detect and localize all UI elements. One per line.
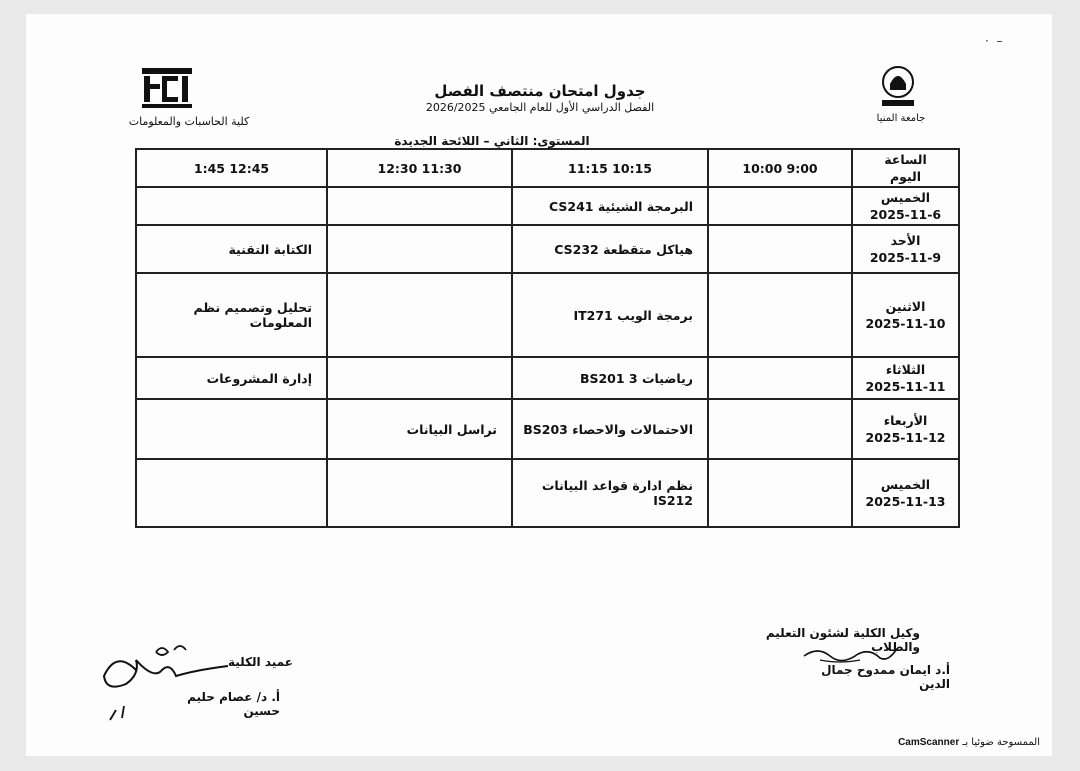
level-label: المستوى: الثاني – اللائحة الجديدة <box>394 134 590 148</box>
day-cell <box>852 459 959 527</box>
exam-schedule-table <box>135 148 960 528</box>
day-cell <box>852 187 959 225</box>
cell <box>708 399 852 459</box>
exam-cell: الاحتمالات والاحصاء BS203 <box>512 399 708 459</box>
day-date: 2025-11-11 <box>865 379 946 394</box>
day-name: الثلاثاء <box>885 362 926 377</box>
cell <box>327 225 512 273</box>
day-cell <box>852 399 959 459</box>
scanner-name: CamScanner <box>898 737 960 748</box>
exam-cell: تحليل وتصميم نظم المعلومات <box>136 273 327 357</box>
exam-cell: نظم ادارة قواعد البيانات IS212 <box>512 459 708 527</box>
table-row <box>136 399 959 459</box>
day-date: 2025-11-6 <box>869 207 942 222</box>
day-name: الاثنين <box>885 299 926 314</box>
day-name: الأحد <box>890 233 921 248</box>
scan-footer <box>780 737 1040 748</box>
exam-cell: إدارة المشروعات <box>136 357 327 399</box>
table-row <box>136 459 959 527</box>
day-cell <box>852 357 959 399</box>
cell <box>327 459 512 527</box>
hour-label: الساعة <box>884 152 927 167</box>
dean-name: أ. د/ عصام حليم حسين <box>187 690 280 718</box>
day-label: اليوم <box>889 169 922 184</box>
exam-cell: برمجة الويب IT271 <box>512 273 708 357</box>
dean-title: عميد الكلية <box>228 655 293 669</box>
exam-cell: تراسل البيانات <box>327 399 512 459</box>
time-slot-2: 11:15 10:15 <box>512 149 708 187</box>
college-name: كلية الحاسبات والمعلومات <box>128 115 250 128</box>
table-row <box>136 187 959 225</box>
exam-cell: الكتابة التقنية <box>136 225 327 273</box>
exam-cell: رياضيات 3 BS201 <box>512 357 708 399</box>
day-cell <box>852 273 959 357</box>
cell <box>708 225 852 273</box>
day-date: 2025-11-13 <box>865 494 946 509</box>
cell <box>327 187 512 225</box>
cell <box>708 273 852 357</box>
time-slot-3: 12:30 11:30 <box>327 149 512 187</box>
exam-cell: البرمجة الشيئية CS241 <box>512 187 708 225</box>
cell <box>327 357 512 399</box>
time-slot-4: 1:45 12:45 <box>136 149 327 187</box>
day-cell <box>852 225 959 273</box>
cell <box>136 187 327 225</box>
table-header-row <box>136 149 959 187</box>
day-date: 2025-11-9 <box>869 250 942 265</box>
table-row <box>136 273 959 357</box>
cell <box>708 357 852 399</box>
table-row <box>136 357 959 399</box>
university-name: جامعة المنيا <box>876 113 926 124</box>
table-row <box>136 225 959 273</box>
cell <box>136 459 327 527</box>
cell <box>327 273 512 357</box>
cell <box>708 459 852 527</box>
cell <box>136 399 327 459</box>
time-slot-1: 10:00 9:00 <box>708 149 852 187</box>
semester-subtitle: الفصل الدراسي الأول للعام الجامعي 2026/2025 <box>425 101 655 114</box>
vice-dean-name: أ.د ايمان ممدوح جمال الدين <box>821 663 950 691</box>
vice-dean-title: وكيل الكلية لشئون التعليم والطلاب <box>765 626 920 654</box>
day-name: الأربعاء <box>883 413 928 428</box>
exam-title: جدول امتحان منتصف الفصل <box>434 82 646 100</box>
day-name: الخميس <box>880 477 931 492</box>
day-date: 2025-11-12 <box>865 430 946 445</box>
day-name: الخميس <box>880 190 931 205</box>
day-date: 2025-11-10 <box>865 316 946 331</box>
corner-mark: · – <box>985 34 1003 48</box>
header-corner-cell <box>852 149 959 187</box>
scanned-with-label: الممسوحة ضوئيا بـ <box>962 737 1040 748</box>
exam-cell: هياكل متقطعة CS232 <box>512 225 708 273</box>
cell <box>708 187 852 225</box>
